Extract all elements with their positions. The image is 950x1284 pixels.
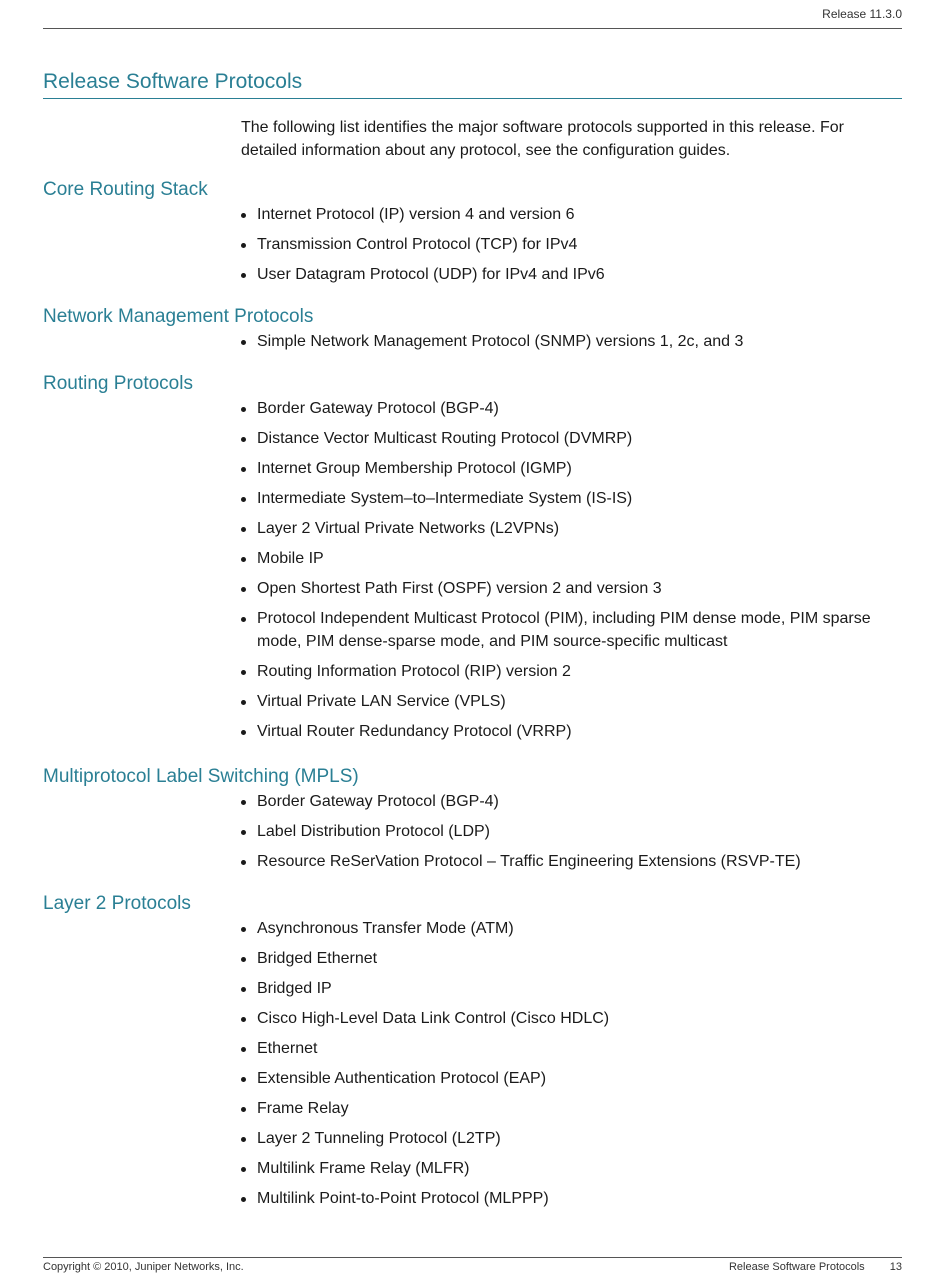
list-item: Intermediate System–to–Intermediate System (IS-IS) <box>241 487 877 510</box>
list-item: Border Gateway Protocol (BGP-4) <box>241 790 877 813</box>
list-item: Transmission Control Protocol (TCP) for IPv4 <box>241 233 877 256</box>
section-routing-protocols <box>43 371 902 750</box>
page-title: Release Software Protocols <box>43 70 902 99</box>
list-item: Simple Network Management Protocol (SNMP) versions 1, 2c, and 3 <box>241 330 877 353</box>
protocol-list <box>43 917 902 1210</box>
list-item: Distance Vector Multicast Routing Protocol (DVMRP) <box>241 427 877 450</box>
list-item: Border Gateway Protocol (BGP-4) <box>241 397 877 420</box>
list-item: Internet Protocol (IP) version 4 and version 6 <box>241 203 877 226</box>
section-title: Network Management Protocols <box>43 306 314 327</box>
section-network-management <box>43 304 902 360</box>
list-item: Label Distribution Protocol (LDP) <box>241 820 877 843</box>
footer-section-name: Release Software Protocols <box>728 1261 865 1273</box>
list-item: Virtual Router Redundancy Protocol (VRRP) <box>241 720 877 743</box>
section-mpls <box>43 764 902 880</box>
page-number: 13 <box>889 1261 902 1273</box>
list-item: Extensible Authentication Protocol (EAP) <box>241 1067 877 1090</box>
section-title: Layer 2 Protocols <box>43 893 191 914</box>
list-item: Internet Group Membership Protocol (IGMP) <box>241 457 877 480</box>
list-item: Mobile IP <box>241 547 877 570</box>
release-tag: Release 11.3.0 <box>822 7 902 21</box>
list-item: Bridged IP <box>241 977 877 1000</box>
list-item: Cisco High-Level Data Link Control (Cisco HDLC) <box>241 1007 877 1030</box>
list-item: Multilink Frame Relay (MLFR) <box>241 1157 877 1180</box>
header-rule <box>43 28 902 29</box>
list-item: Routing Information Protocol (RIP) version 2 <box>241 660 877 683</box>
list-item: User Datagram Protocol (UDP) for IPv4 and IPv6 <box>241 263 877 286</box>
list-item: Ethernet <box>241 1037 877 1060</box>
protocol-list <box>43 397 902 743</box>
section-title: Multiprotocol Label Switching (MPLS) <box>43 766 359 787</box>
list-item: Frame Relay <box>241 1097 877 1120</box>
list-item: Protocol Independent Multicast Protocol (PIM), including PIM dense mode, PIM sparse mode, PIM dense-sparse mode, and PIM source-specific multicast <box>241 607 877 653</box>
protocol-list <box>43 330 902 353</box>
list-item: Resource ReSerVation Protocol – Traffic Engineering Extensions (RSVP-TE) <box>241 850 877 873</box>
list-item: Multilink Point-to-Point Protocol (MLPPP) <box>241 1187 877 1210</box>
section-title: Core Routing Stack <box>43 179 208 200</box>
list-item: Layer 2 Tunneling Protocol (L2TP) <box>241 1127 877 1150</box>
footer-right <box>729 1261 902 1273</box>
section-core-routing-stack <box>43 177 902 293</box>
list-item: Layer 2 Virtual Private Networks (L2VPNs) <box>241 517 877 540</box>
protocol-list <box>43 790 902 873</box>
footer-rule <box>43 1257 902 1258</box>
protocol-list <box>43 203 902 286</box>
list-item: Open Shortest Path First (OSPF) version 2 and version 3 <box>241 577 877 600</box>
intro-paragraph: The following list identifies the major software protocols supported in this release. For detailed information about any protocol, see the configuration guides. <box>241 119 844 159</box>
section-title: Routing Protocols <box>43 373 193 394</box>
section-layer2-protocols <box>43 891 902 1217</box>
list-item: Bridged Ethernet <box>241 947 877 970</box>
footer-copyright: Copyright © 2010, Juniper Networks, Inc. <box>43 1261 244 1273</box>
list-item: Asynchronous Transfer Mode (ATM) <box>241 917 877 940</box>
list-item: Virtual Private LAN Service (VPLS) <box>241 690 877 713</box>
